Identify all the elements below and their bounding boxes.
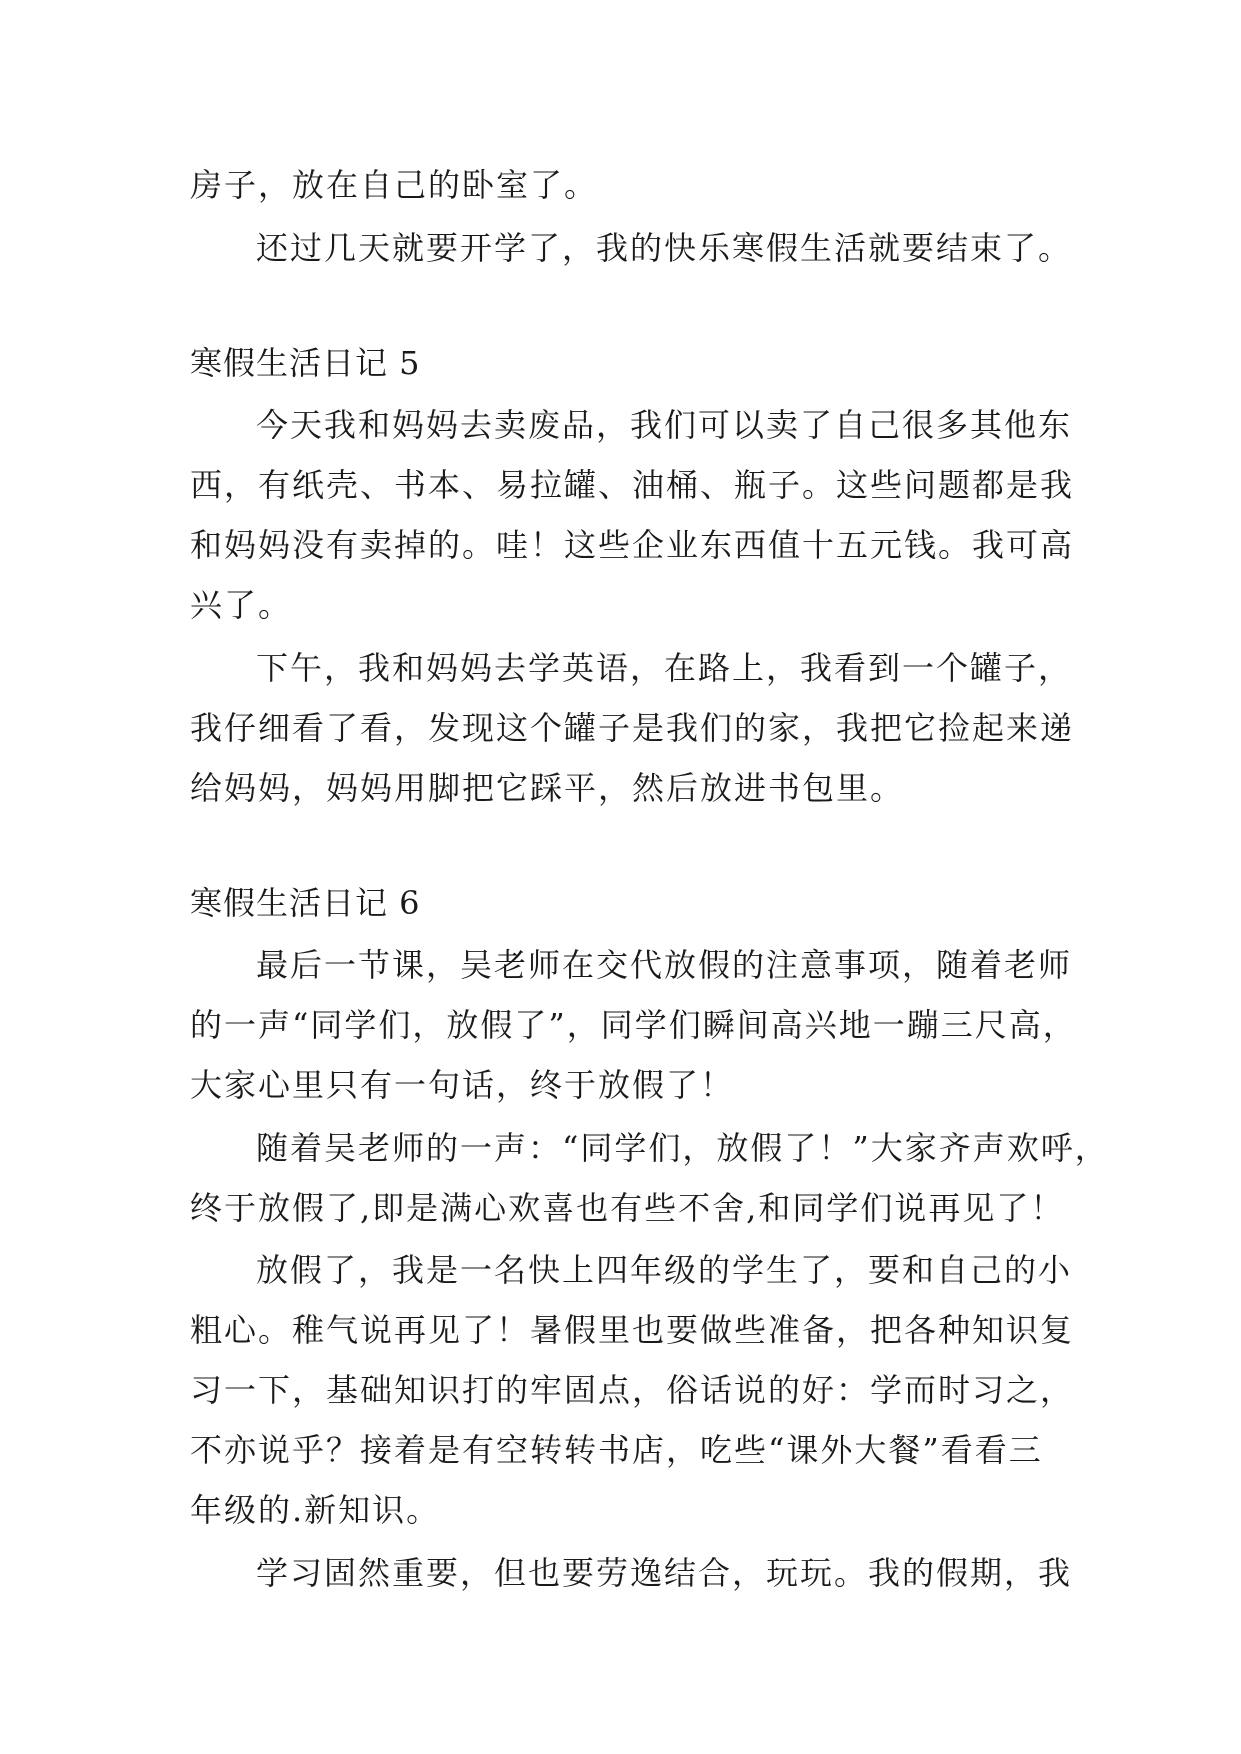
section-heading-diary-5: 寒假生活日记 5 [190,344,421,382]
paragraph-line: 随着吴老师的一声：“同学们，放假了！”大家齐声欢呼， [256,1129,1109,1167]
paragraph-line: 和妈妈没有卖掉的。哇！这些企业东西值十五元钱。我可高 [190,526,1075,564]
paragraph-line: 最后一节课，吴老师在交代放假的注意事项，随着老师 [256,946,1073,984]
paragraph-line: 大家心里只有一句话，终于放假了！ [190,1066,735,1104]
paragraph-line: 粗心。稚气说再见了！暑假里也要做些准备，把各种知识复 [190,1311,1075,1349]
paragraph-line: 的一声“同学们，放假了”，同学们瞬间高兴地一蹦三尺高， [190,1006,1077,1044]
paragraph-line: 习一下，基础知识打的牢固点，俗话说的好：学而时习之， [190,1371,1075,1409]
paragraph-line: 不亦说乎？接着是有空转转书店，吃些“课外大餐”看看三 [190,1431,1043,1469]
paragraph-line: 西，有纸壳、书本、易拉罐、油桶、瓶子。这些问题都是我 [190,466,1075,504]
paragraph-line: 还过几天就要开学了，我的快乐寒假生活就要结束了。 [256,229,1073,267]
paragraph-line: 下午，我和妈妈去学英语，在路上，我看到一个罐子， [256,649,1073,687]
paragraph-line: 兴了。 [190,586,293,624]
paragraph-line: 终于放假了,即是满心欢喜也有些不舍,和同学们说再见了！ [190,1189,1065,1227]
paragraph-line: 房子，放在自己的卧室了。 [190,166,599,204]
paragraph-line: 年级的.新知识。 [190,1491,441,1529]
paragraph-line: 学习固然重要，但也要劳逸结合，玩玩。我的假期，我 [256,1554,1073,1592]
paragraph-line: 我仔细看了看，发现这个罐子是我们的家，我把它捡起来递 [190,709,1075,747]
paragraph-line: 今天我和妈妈去卖废品，我们可以卖了自己很多其他东 [256,406,1073,444]
paragraph-line: 放假了，我是一名快上四年级的学生了，要和自己的小 [256,1251,1073,1289]
paragraph-line: 给妈妈，妈妈用脚把它踩平，然后放进书包里。 [190,769,905,807]
section-heading-diary-6: 寒假生活日记 6 [190,884,421,922]
